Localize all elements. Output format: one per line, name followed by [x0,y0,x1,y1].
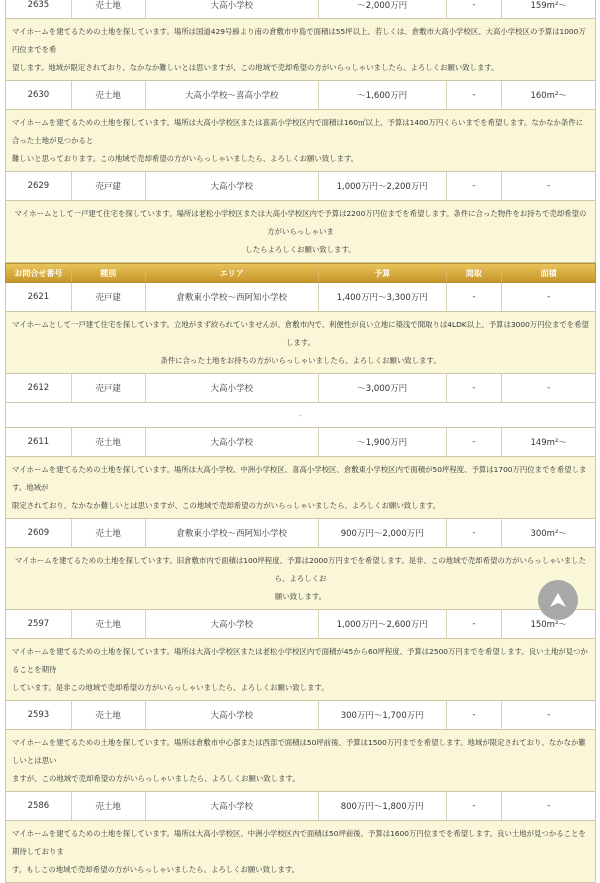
description-line: マイホームを建てるための土地を探しています。場所は倉敷市中心部または西部で面積は50坪前後、予算は1500万円までを希望します。地域が限定されており、なかなか難しいとは思い [12,738,586,765]
budget-cell: ～3,000万円 [319,374,447,402]
area-cell: 大高小学校 [146,428,319,456]
inquiry-number: 2593 [6,701,72,729]
property-type: 売土地 [72,428,146,456]
table-row[interactable] [5,374,596,403]
table-row[interactable] [5,0,596,19]
size-cell: 149m²～ [530,438,567,448]
layout-cell: - [447,81,503,109]
budget-cell: ～2,000万円 [319,0,447,18]
budget-cell: 1,000万円～2,600万円 [319,610,447,638]
budget-cell: 800万円～1,800万円 [319,792,447,820]
inquiry-number: 2635 [6,0,72,18]
budget-cell: ～1,900万円 [319,428,447,456]
property-type: 売土地 [72,701,146,729]
inquiry-number: 2629 [6,172,72,200]
table-row[interactable] [5,519,596,548]
description-line: マイホームを建てるための土地を探しています。場所は大高小学校、中洲小学校区、喜高小学校区、倉敷東小学校区内で面積が50坪程度、予算は1700万円位までを希望します。地域が [12,465,587,492]
listing-description [5,110,596,172]
property-type: 売戸建 [72,374,146,402]
layout-cell: - [447,0,503,18]
description-line: マイホームとして一戸建て住宅を探しています。立地がまず絞られていませんが、倉敷市内で、利便性が良い立地に築浅で間取りは4LDK以上、予算は3000万円位までを希望します。 [12,320,589,347]
size-cell: 159m²～ [530,0,567,11]
inquiry-number: 2612 [6,374,72,402]
inquiry-number: 2597 [6,610,72,638]
listings-group-after [5,283,596,883]
budget-cell: 300万円～1,700万円 [319,701,447,729]
scroll-to-top-button[interactable] [538,580,578,620]
size-cell: 150m²～ [530,620,567,630]
property-type: 売土地 [72,81,146,109]
description-line: 願い致します。 [274,592,327,601]
layout-cell: - [447,374,503,402]
inquiry-number: 2621 [6,283,72,311]
empty-description: - [5,403,596,428]
listing-description [5,548,596,610]
listing-description [5,312,596,374]
size-cell: - [547,801,551,811]
area-cell: 大高小学校 [146,792,319,820]
area-cell: 大高小学校 [146,0,319,18]
area-cell: 大高小学校 [146,172,319,200]
size-cell: 160m²～ [530,91,567,101]
budget-cell: 1,000万円～2,200万円 [319,172,447,200]
area-cell: 大高小学校 [146,610,319,638]
inquiry-number: 2611 [6,428,72,456]
description-line: マイホームを建てるための土地を探しています。場所は大高小学校区または老松小学校区内で面積が45から60坪程度、予算は2500万円までを希望します。良い土地が見つかることを期待 [12,647,588,674]
listing-description [5,201,596,263]
area-cell: 大高小学校 [146,701,319,729]
inquiry-number: 2609 [6,519,72,547]
description-line: ますが、この地域で売却希望の方がいらっしゃいましたら、よろしくお願い致します。 [12,774,300,783]
property-type: 売土地 [72,792,146,820]
description-line: マイホームを建てるための土地を探しています。旧倉敷市内で面積は100坪程度、予算は2000万円までを希望します。是非、この地域で売却希望の方がいらっしゃいましたら、よろしくお [14,556,587,583]
area-cell: 大高小学校 [146,374,319,402]
header-area: エリア [146,264,319,282]
table-row[interactable] [5,81,596,110]
header-no: お問合せ番号 [6,264,72,282]
size-cell: - [547,710,551,720]
listing-table [5,0,596,883]
size-cell: - [547,292,551,302]
header-layout: 間取 [447,264,503,282]
area-cell: 倉敷東小学校～西阿知小学校 [146,283,319,311]
layout-cell: - [447,792,503,820]
property-type: 売土地 [72,0,146,18]
table-row[interactable] [5,701,596,730]
description-line: す。もしこの地域で売却希望の方がいらっしゃいましたら、よろしくお願い致します。 [12,865,300,874]
description-line: マイホームを建てるための土地を探しています。場所は大高小学校区または喜高小学校区内で面積は160㎡以上、予算は1400万円くらいまでを希望します。なかなか条件に合った土地が見つかると [12,118,584,145]
description-line: マイホームを建てるための土地を探しています。場所は大高小学校区、中洲小学校区内で面積は50坪前後、予算は1600万円位までを希望します。良い土地が見つかることを期待しておりま [12,829,586,856]
description-line: マイホームを建てるための土地を探しています。場所は国道429号線より南の倉敷市中島で面積は55坪以上、若しくは、倉敷市大高小学校区、大高小学校区の予算は1000万円位までを希 [12,27,586,54]
table-header-row [5,263,596,283]
description-line: 条件に合った土地をお持ちの方がいらっしゃいましたら、よろしくお願い致します。 [160,356,441,365]
table-row[interactable] [5,172,596,201]
description-line: 限定されており、なかなか難しいとは思いますが、この地域で売却希望の方がいらっしゃいましたら、よろしくお願い致します。 [12,501,441,510]
description-line: しています。是非この地域で売却希望の方がいらっしゃいましたら、よろしくお願い致します。 [12,683,329,692]
layout-cell: - [447,172,503,200]
description-line: 難しいと思っております。この地域で売却希望の方がいらっしゃいましたら、よろしくお願い致します。 [12,154,359,163]
budget-cell: 900万円～2,000万円 [319,519,447,547]
listing-description [5,730,596,792]
inquiry-number: 2630 [6,81,72,109]
property-type: 売戸建 [72,283,146,311]
header-size: 面積 [540,268,557,278]
layout-cell: - [447,283,503,311]
size-cell: - [547,181,551,191]
listing-description [5,639,596,701]
description-line: したらよろしくお願い致します。 [245,245,356,254]
property-type: 売土地 [72,519,146,547]
area-cell: 倉敷東小学校～西阿知小学校 [146,519,319,547]
listing-description [5,19,596,81]
triangle-up-icon [549,592,567,608]
property-type: 売戸建 [72,172,146,200]
size-cell: - [547,383,551,393]
table-row[interactable] [5,792,596,821]
inquiry-number: 2586 [6,792,72,820]
table-row[interactable] [5,610,596,639]
header-budget: 予算 [319,264,447,282]
table-row[interactable] [5,428,596,457]
layout-cell: - [447,519,503,547]
description-line: 望します。地域が限定されており、なかなか難しいとは思いますが、この地域で売却希望の方がいらっしゃいましたら、よろしくお願い致します。 [12,63,499,72]
listing-description [5,457,596,519]
budget-cell: ～1,600万円 [319,81,447,109]
listing-description [5,821,596,883]
budget-cell: 1,400万円～3,300万円 [319,283,447,311]
layout-cell: - [447,610,503,638]
description-line: マイホームとして一戸建て住宅を探しています。場所は老松小学校区または大高小学校区内で予算は2200万円位までを希望します。条件に合った物件をお持ちで売却希望の方がいらっしゃいま [14,209,587,236]
layout-cell: - [447,701,503,729]
size-cell: 300m²～ [530,529,567,539]
table-row[interactable] [5,283,596,312]
listings-group-before [5,0,596,263]
area-cell: 大高小学校～喜高小学校 [146,81,319,109]
layout-cell: - [447,428,503,456]
property-type: 売土地 [72,610,146,638]
header-type: 種別 [72,264,146,282]
